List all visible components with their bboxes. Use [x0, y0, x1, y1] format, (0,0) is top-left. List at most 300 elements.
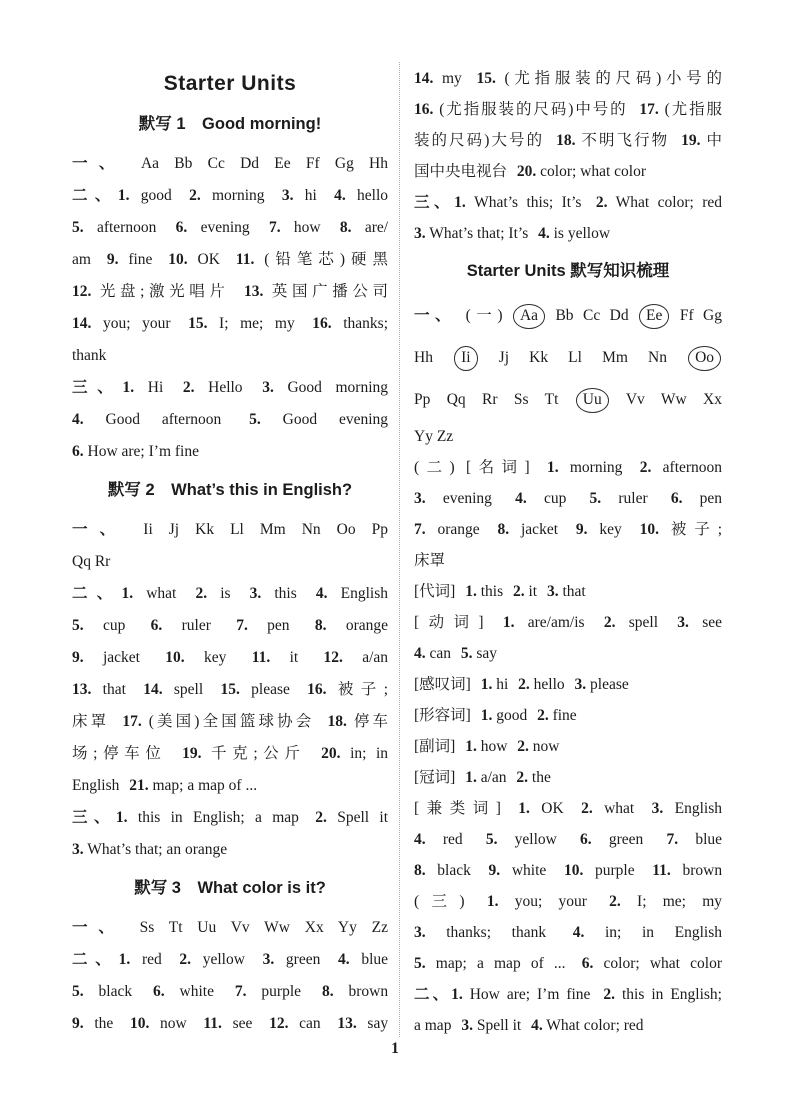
text-run: ruler: [618, 490, 648, 507]
text-line: [72, 610, 388, 642]
item-number: 17.: [122, 713, 142, 730]
text-line: [414, 545, 722, 576]
text-run: can: [429, 645, 452, 662]
text-run: English: [72, 777, 120, 794]
item-number: 8.: [339, 219, 352, 236]
text-run: What color; red: [546, 1017, 644, 1034]
item-number: 6.: [670, 490, 683, 507]
item-number: 1.: [518, 800, 530, 817]
text-run: hi: [304, 187, 317, 204]
item-number: 2.: [603, 614, 616, 631]
text-run: a/an: [362, 649, 389, 666]
item-number: 6.: [150, 617, 163, 634]
text-run: pen: [267, 617, 290, 634]
text-line: [414, 576, 722, 607]
text-line: [414, 948, 722, 979]
text-run: that: [562, 583, 586, 600]
text-line: [72, 276, 388, 308]
text-line: [72, 802, 388, 834]
text-run: (美国)全国篮球协会: [148, 713, 315, 730]
text-line: [414, 917, 722, 948]
item-number: 8.: [314, 617, 327, 634]
text-run: [副词]: [414, 738, 456, 755]
item-number: 二、1.: [72, 187, 130, 204]
text-run: say: [476, 645, 498, 662]
text-run: am: [72, 251, 91, 268]
text-run: 被子;: [670, 521, 723, 538]
text-run: black: [98, 983, 133, 1000]
text-line: [72, 944, 388, 976]
text-run: 光盘;激光唱片: [99, 283, 230, 300]
text-run: a map: [414, 1017, 452, 1034]
text-line: [72, 912, 388, 944]
item-number: 3.: [414, 490, 426, 507]
text-run: thank: [72, 347, 107, 364]
text-run: now: [160, 1015, 187, 1032]
item-number: 2.: [179, 951, 192, 968]
text-run: please: [251, 681, 290, 698]
item-number: 15.: [220, 681, 240, 698]
text-run: Ss Tt Uu Vv Ww Xx Yy Zz: [139, 919, 388, 936]
right-column: [414, 0, 722, 1041]
text-line: [414, 855, 722, 886]
text-line: [414, 483, 722, 514]
text-line: [72, 180, 388, 212]
text-run: jacket: [102, 649, 140, 666]
text-line: [72, 212, 388, 244]
text-run: blue: [361, 951, 389, 968]
item-number: 5.: [72, 219, 84, 236]
text-run: hello: [357, 187, 389, 204]
text-run: the: [94, 1015, 114, 1032]
text-run: evening: [442, 490, 492, 507]
item-number: 二、1.: [72, 585, 134, 602]
item-number: 1.: [546, 459, 559, 476]
text-run: green: [285, 951, 321, 968]
item-number: 11.: [251, 649, 271, 666]
item-number: 4.: [572, 924, 585, 941]
page-title: Starter Units: [163, 72, 297, 95]
item-number: 9.: [72, 649, 84, 666]
text-run: Hi: [147, 379, 164, 396]
item-number: 5.: [460, 645, 473, 662]
text-run: yellow: [202, 951, 245, 968]
text-run: [形容词]: [414, 707, 471, 724]
text-run: see: [232, 1015, 253, 1032]
item-number: 1.: [465, 738, 477, 755]
text-run: can: [299, 1015, 321, 1032]
text-run: OK: [541, 800, 564, 817]
text-run: afternoon: [96, 219, 157, 236]
item-number: 一、: [72, 919, 125, 936]
text-run: purple: [261, 983, 302, 1000]
text-run: Vv Ww Xx: [625, 391, 723, 408]
item-number: 1.: [502, 614, 515, 631]
item-number: 7.: [268, 219, 281, 236]
text-line: [414, 700, 722, 731]
item-number: 8.: [321, 983, 334, 1000]
item-number: 4.: [515, 490, 527, 507]
text-run: white: [179, 983, 214, 1000]
text-run: Good evening: [282, 411, 389, 428]
text-line: [72, 834, 388, 866]
item-number: 4.: [414, 831, 426, 848]
text-run: a/an: [480, 769, 507, 786]
item-number: 4.: [315, 585, 328, 602]
circled-letter: Aa: [513, 304, 545, 329]
item-number: 3.: [262, 951, 275, 968]
text-line: [72, 404, 388, 436]
item-number: 9.: [72, 1015, 84, 1032]
item-number: 三、1.: [414, 194, 466, 211]
text-run: please: [590, 676, 629, 693]
item-number: 2.: [518, 676, 530, 693]
text-run: fine: [552, 707, 577, 724]
text-run: 被子;: [337, 681, 388, 698]
text-run: (尤指服: [664, 101, 723, 118]
text-line: [414, 669, 722, 700]
text-line: [72, 148, 388, 180]
item-number: 3.: [249, 585, 262, 602]
text-run: 英国广播公司: [271, 283, 389, 300]
item-number: 12.: [323, 649, 343, 666]
item-number: 7.: [666, 831, 679, 848]
text-line: [414, 607, 722, 638]
text-run: what: [146, 585, 177, 602]
circled-letter: Oo: [688, 346, 721, 371]
text-line: [414, 125, 722, 156]
text-run: morning: [569, 459, 623, 476]
item-number: 17.: [639, 101, 659, 118]
item-number: 12.: [269, 1015, 289, 1032]
item-number: 4.: [334, 187, 346, 204]
text-line: [414, 638, 722, 669]
text-run: this in English;: [621, 986, 722, 1003]
item-number: 2.: [189, 187, 201, 204]
item-number: 3.: [281, 187, 294, 204]
text-line: [414, 295, 722, 337]
text-run: is yellow: [553, 225, 611, 242]
text-run: say: [367, 1015, 389, 1032]
text-run: this in English; a map: [137, 809, 299, 826]
item-number: 4.: [72, 411, 84, 428]
text-run: see: [702, 614, 722, 631]
item-number: 10.: [563, 862, 584, 879]
text-run: 床罩: [414, 552, 446, 569]
item-number: 14.: [143, 681, 163, 698]
item-number: 9.: [488, 862, 501, 879]
item-number: 9.: [106, 251, 119, 268]
text-run: What’s that; It’s: [429, 225, 529, 242]
item-number: 8.: [414, 862, 426, 879]
page-number: 1: [391, 1040, 399, 1057]
item-number: 18.: [556, 132, 576, 149]
item-number: 1.: [465, 769, 477, 786]
circled-letter: Ii: [454, 346, 477, 371]
circled-letter: Ee: [639, 304, 669, 329]
text-line: [72, 1008, 388, 1040]
item-number: 2.: [581, 800, 593, 817]
item-number: 11.: [203, 1015, 222, 1032]
text-run: [动词]: [414, 614, 484, 631]
text-run: Bb Cc Dd: [555, 307, 629, 324]
item-number: 6.: [175, 219, 188, 236]
text-run: (尤指服装的尺码)中号的: [439, 101, 628, 118]
text-run: cup: [543, 490, 567, 507]
item-number: 2.: [195, 585, 208, 602]
text-run: blue: [695, 831, 723, 848]
text-run: in; in: [350, 745, 389, 762]
item-number: 2.: [315, 809, 327, 826]
text-line: [72, 706, 388, 738]
text-run: what: [604, 800, 635, 817]
item-number: 一、: [72, 155, 126, 172]
text-run: map; a map of ...: [435, 955, 566, 972]
text-run: are/: [364, 219, 389, 236]
text-run: English: [340, 585, 388, 602]
item-number: 14.: [72, 315, 92, 332]
text-run: 中: [706, 132, 722, 149]
text-line: [72, 578, 388, 610]
text-line: [72, 546, 388, 578]
item-number: 5.: [72, 983, 84, 1000]
text-run: purple: [595, 862, 635, 879]
text-run: red: [442, 831, 463, 848]
text-run: 床罩: [72, 713, 110, 730]
text-run: thanks; thank: [446, 924, 547, 941]
text-line: [414, 63, 722, 94]
item-number: 11.: [652, 862, 671, 879]
text-line: [72, 514, 388, 546]
item-number: 3.: [546, 583, 559, 600]
text-run: morning: [211, 187, 265, 204]
item-number: 2.: [512, 583, 525, 600]
text-run: is: [220, 585, 231, 602]
text-run: (尤指服装的尺码)小号的: [504, 70, 722, 87]
text-line: [414, 187, 722, 218]
item-number: 13.: [337, 1015, 357, 1032]
text-run: fine: [128, 251, 153, 268]
text-run: hello: [533, 676, 565, 693]
item-number: 3.: [72, 841, 84, 858]
item-number: 6.: [581, 955, 594, 972]
item-number: 2.: [517, 738, 529, 755]
item-number: 12.: [72, 283, 92, 300]
item-number: 2.: [595, 194, 608, 211]
text-run: key: [204, 649, 227, 666]
item-number: 7.: [414, 521, 426, 538]
text-line: [414, 94, 722, 125]
left-column-text: [72, 108, 388, 1040]
item-number: 20.: [321, 745, 341, 762]
item-number: 1.: [480, 676, 493, 693]
item-number: 4.: [414, 645, 426, 662]
item-number: 5.: [589, 490, 602, 507]
text-run: afternoon: [662, 459, 723, 476]
text-line: [414, 1010, 722, 1041]
text-run: you; your: [102, 315, 171, 332]
text-line: [414, 379, 722, 421]
text-run: (三): [414, 893, 465, 910]
item-number: 4.: [538, 225, 550, 242]
text-run: How are; I’m fine: [87, 443, 199, 460]
item-number: 1.: [486, 893, 499, 910]
item-number: 一、: [414, 307, 457, 324]
item-number: 1.: [465, 583, 477, 600]
item-number: 2.: [639, 459, 652, 476]
item-number: 5.: [414, 955, 426, 972]
item-number: 2.: [516, 769, 529, 786]
text-run: [感叹词]: [414, 676, 471, 693]
item-number: 3.: [262, 379, 274, 396]
item-number: 1.: [480, 707, 493, 724]
text-run: I; me; my: [219, 315, 295, 332]
text-run: Aa Bb Cc Dd Ee Ff Gg Hh: [140, 155, 388, 172]
text-run: pen: [699, 490, 723, 507]
item-number: 7.: [236, 617, 248, 634]
text-run: Spell it: [476, 1017, 522, 1034]
item-number: 3.: [651, 800, 664, 817]
text-run: [兼类词]: [414, 800, 501, 817]
text-run: 国中央电视台: [414, 163, 508, 180]
item-number: 10.: [639, 521, 659, 538]
text-line: [414, 886, 722, 917]
text-line: [414, 421, 722, 452]
item-number: 3.: [677, 614, 689, 631]
item-number: 6.: [153, 983, 165, 1000]
item-number: 16.: [307, 681, 327, 698]
text-line: [72, 340, 388, 372]
item-number: 3.: [574, 676, 587, 693]
text-run: evening: [200, 219, 250, 236]
text-run: spell: [173, 681, 204, 698]
text-run: this: [274, 585, 297, 602]
text-run: color; what color: [540, 163, 647, 180]
section-heading: 默写 2 What’s this in English?: [107, 481, 353, 499]
text-run: how: [480, 738, 508, 755]
item-number: 2.: [609, 893, 621, 910]
section-heading: 默写 1 Good morning!: [138, 115, 322, 133]
item-number: 15.: [188, 315, 208, 332]
column-divider-dotted-line: [399, 62, 400, 1037]
text-line: [72, 308, 388, 340]
text-line: [414, 337, 722, 379]
item-number: 4.: [531, 1017, 543, 1034]
text-run: white: [511, 862, 547, 879]
text-run: Spell it: [337, 809, 389, 826]
text-run: 场;停车位: [72, 745, 167, 762]
text-run: English: [674, 800, 723, 817]
text-run: key: [599, 521, 622, 538]
text-line: [72, 976, 388, 1008]
item-number: 14.: [414, 70, 434, 87]
item-number: 5.: [485, 831, 498, 848]
text-run: are/am/is: [527, 614, 585, 631]
text-run: it: [528, 583, 538, 600]
item-number: 16.: [414, 101, 434, 118]
text-run: 装的尺码)大号的: [414, 132, 545, 149]
item-number: 3.: [461, 1017, 473, 1034]
text-run: orange: [437, 521, 480, 538]
item-number: 13.: [72, 681, 92, 698]
text-line: [414, 731, 722, 762]
text-line: [72, 770, 388, 802]
text-run: my: [442, 70, 462, 87]
text-run: yellow: [514, 831, 557, 848]
left-column: [72, 0, 388, 1040]
item-number: 7.: [234, 983, 247, 1000]
item-number: 15.: [476, 70, 496, 87]
text-run: that: [102, 681, 126, 698]
item-number: 20.: [516, 163, 537, 180]
item-number: 5.: [249, 411, 261, 428]
text-run: hi: [496, 676, 509, 693]
text-run: it: [289, 649, 299, 666]
text-line: [72, 674, 388, 706]
text-run: this: [480, 583, 504, 600]
text-run: Hh: [414, 349, 433, 366]
section-heading: Starter Units 默写知识梳理: [466, 262, 670, 280]
text-run: how: [293, 219, 321, 236]
item-number: 10.: [165, 649, 185, 666]
text-run: OK: [197, 251, 220, 268]
text-run: Yy Zz: [414, 428, 454, 445]
text-run: What color; red: [615, 194, 723, 211]
text-line: [72, 738, 388, 770]
text-run: black: [437, 862, 471, 879]
text-run: orange: [345, 617, 389, 634]
text-run: Good morning: [287, 379, 389, 396]
section-heading: 默写 3 What color is it?: [134, 879, 326, 897]
item-number: 6.: [72, 443, 84, 460]
item-number: 三、1.: [72, 379, 135, 396]
item-number: 19.: [681, 132, 701, 149]
item-number: 二、1.: [72, 951, 131, 968]
text-run: Pp Qq Rr Ss Tt: [414, 391, 559, 408]
text-run: 千克;公斤: [211, 745, 306, 762]
text-run: red: [141, 951, 162, 968]
item-number: 10.: [129, 1015, 150, 1032]
text-run: brown: [348, 983, 389, 1000]
circled-letter: Uu: [576, 388, 609, 413]
text-run: [冠词]: [414, 769, 456, 786]
text-line: [72, 372, 388, 404]
text-run: 停车: [353, 713, 388, 730]
text-run: (铅笔芯)硬黑: [264, 251, 389, 268]
item-number: 10.: [168, 251, 188, 268]
item-number: 二、1.: [414, 986, 463, 1003]
text-run: What’s that; an orange: [87, 841, 228, 858]
text-line: [72, 244, 388, 276]
text-line: [72, 642, 388, 674]
text-line: [414, 452, 722, 483]
text-run: thanks;: [343, 315, 389, 332]
text-run: Qq Rr: [72, 553, 111, 570]
item-number: 一、: [72, 521, 128, 538]
text-line: [414, 762, 722, 793]
text-run: spell: [628, 614, 659, 631]
item-number: 13.: [244, 283, 264, 300]
text-line: [72, 436, 388, 468]
item-number: 6.: [580, 831, 592, 848]
text-run: now: [532, 738, 560, 755]
text-line: [414, 824, 722, 855]
item-number: 2.: [537, 707, 549, 724]
text-run: What’s this; It’s: [474, 194, 582, 211]
text-run: [代词]: [414, 583, 456, 600]
text-run: (一): [465, 307, 503, 324]
text-run: (二): [414, 459, 455, 476]
